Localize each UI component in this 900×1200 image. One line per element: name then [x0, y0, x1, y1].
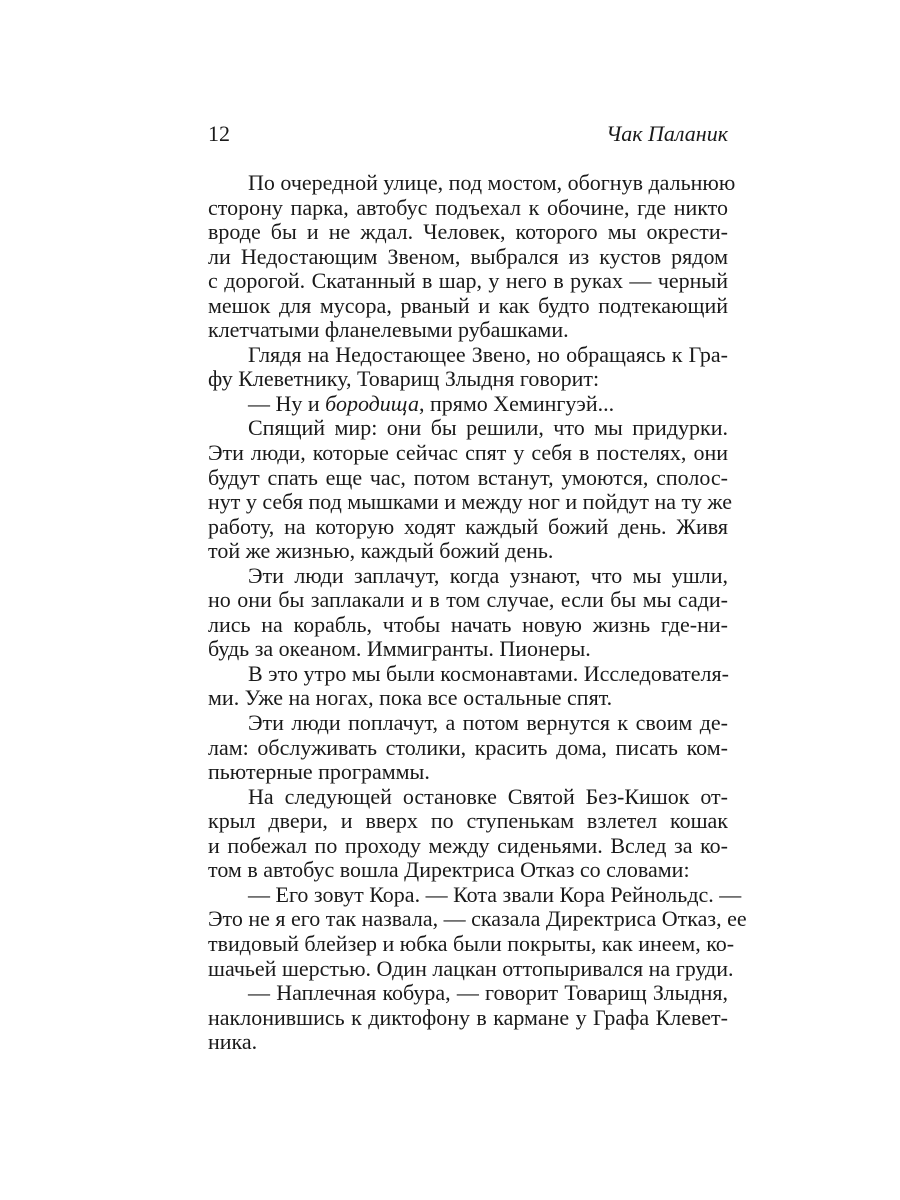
text-line: твидовый блейзер и юбка были покрыты, как инеем, ко-: [208, 930, 735, 956]
text-line: На следующей остановке Святой Без-Кишок от-: [248, 783, 728, 809]
text-line: В это утро мы были космонавтами. Исследователя-: [248, 660, 729, 686]
text-line: сторону парка, автобус подъехал к обочине, где никто: [208, 194, 728, 220]
text-line: По очередной улице, под мостом, обогнув дальнюю: [248, 170, 736, 195]
text-line: Это не я его так назвала, — сказала Директриса Отказ, ее: [208, 906, 747, 932]
page-number: 12: [208, 121, 230, 146]
text-line: Глядя на Недостающее Звено, но обращаясь к Гра-: [248, 341, 728, 367]
text-line: Эти люди поплачут, а потом вернутся к своим де-: [248, 710, 728, 736]
text-line: Эти люди заплачут, когда узнают, что мы ушли,: [248, 562, 728, 588]
text-line: фу Клеветнику, Товарищ Злыдня говорит:: [208, 366, 600, 392]
text-line: крыл двери, и вверх по ступенькам взлетел кошак: [208, 808, 728, 834]
text-line: будут спать еще час, потом встанут, умоются, сполос-: [208, 464, 728, 490]
text-line: шачьей шерстью. Один лацкан оттопыривался на груди.: [208, 955, 734, 981]
text-line: работу, на которую ходят каждый божий день. Живя: [208, 513, 728, 539]
text-line: но они бы заплакали и в том случае, если бы мы сади-: [208, 587, 728, 613]
text-line: — Его зовут Кора. — Кота звали Кора Рейнольдс. —: [248, 881, 742, 907]
text-line: наклонившись к диктофону в кармане у Графа Клевет-: [208, 1004, 728, 1030]
body-text: [208, 170, 747, 1055]
text-line: будь за океаном. Иммигранты. Пионеры.: [208, 636, 591, 662]
text-line: и побежал по проходу между сиденьями. Вслед за ко-: [208, 832, 728, 858]
line-part: — Ну и: [248, 390, 326, 416]
text-line: ли Недостающим Звеном, выбрался из кустов рядом: [208, 243, 728, 269]
text-line: вроде бы и не ждал. Человек, которого мы окрести-: [208, 219, 728, 245]
line-part: , прямо Хемингуэй...: [418, 390, 615, 416]
text-line: Эти люди, которые сейчас спят у себя в постелях, они: [208, 440, 728, 466]
text-line: Спящий мир: они бы решили, что мы придурки.: [248, 415, 728, 441]
text-line: том в автобус вошла Директриса Отказ со словами:: [208, 857, 690, 883]
text-line: ми. Уже на ногах, пока все остальные спят.: [208, 685, 613, 711]
text-line-hemingway: [208, 392, 728, 417]
running-head: [208, 118, 728, 150]
text-line: лам: обслуживать столики, красить дома, писать ком-: [208, 734, 728, 760]
text-line: с дорогой. Скатанный в шар, у него в руках — черный: [208, 268, 728, 294]
italic-word: бородища: [325, 390, 419, 416]
text-line: ника.: [208, 1029, 258, 1055]
text-line: той же жизнью, каждый божий день.: [208, 538, 554, 564]
text-line: лись на корабль, чтобы начать новую жизнь где-ни-: [208, 611, 728, 637]
text-line: клетчатыми фланелевыми рубашками.: [208, 317, 569, 343]
text-line: нут у себя под мышками и между ног и пойдут на ту же: [208, 489, 733, 515]
text-line: мешок для мусора, рваный и как будто подтекающий: [208, 292, 728, 318]
text-line: пьютерные программы.: [208, 759, 430, 785]
book-author: Чак Паланик: [606, 121, 728, 146]
text-line: — Наплечная кобура, — говорит Товарищ Злыдня,: [248, 980, 728, 1006]
